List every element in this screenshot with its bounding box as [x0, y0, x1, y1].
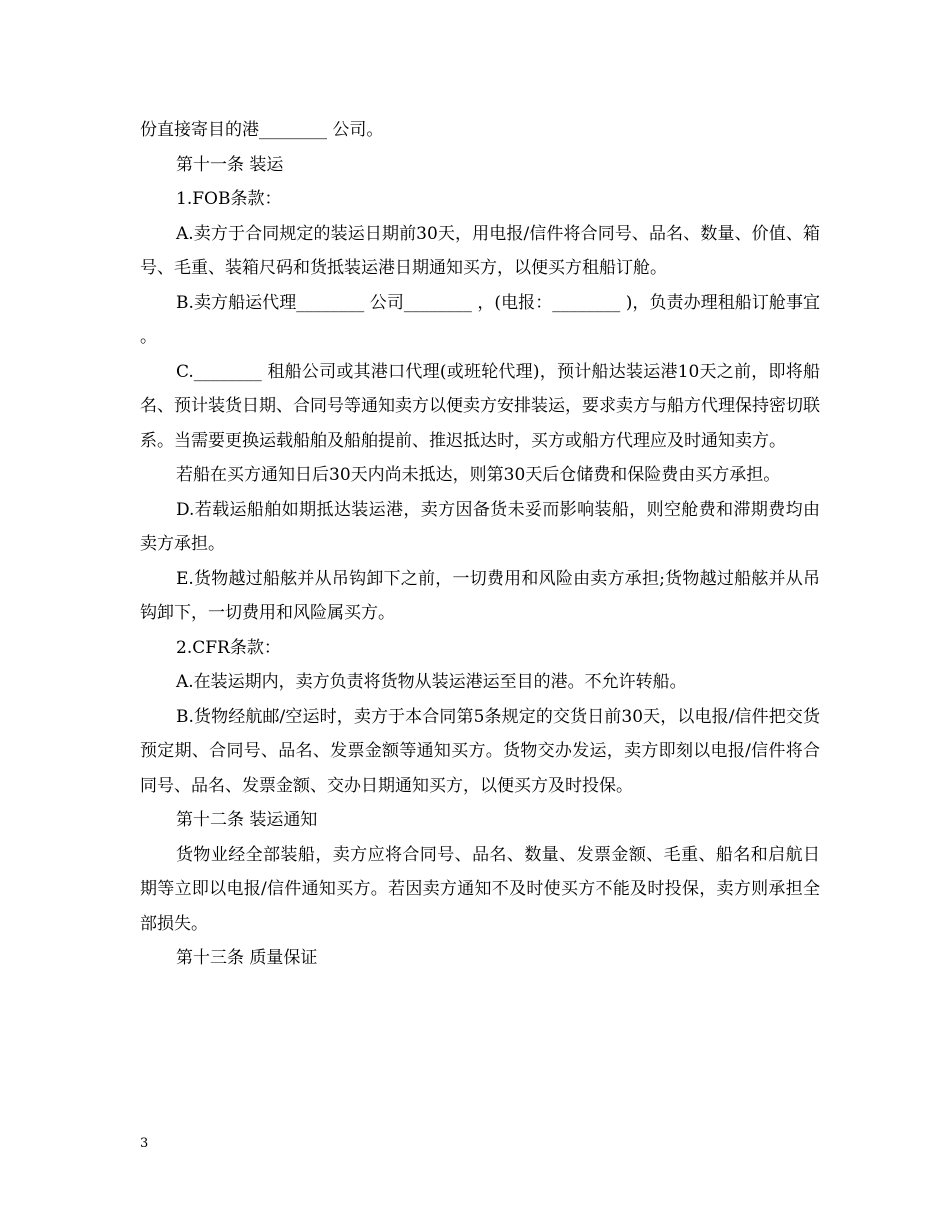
paragraph-continuation: 份直接寄目的港________ 公司。: [140, 120, 384, 140]
page-number: 3: [140, 1136, 149, 1151]
cfr-clause-a: A.在装运期内，卖方负责将货物从装运港运至目的港。不允许转船。: [176, 672, 687, 692]
article-12-body: 货物业经全部装船，卖方应将合同号、品名、数量、发票金额、毛重、船名和启航日期等立即以电报/信件通知买方。若因卖方通知不及时使买方不能及时投保，卖方则承担全部损失。: [140, 844, 820, 934]
article-11-heading: 第十一条 装运: [176, 154, 284, 175]
cfr-clause-heading: 2.CFR条款：: [176, 637, 281, 658]
fob-clause-b: B.卖方船运代理________ 公司________ ，(电报：________ )，负责办理租船订舱事宜。: [140, 292, 820, 347]
cfr-clause-b: B.货物经航邮/空运时，卖方于本合同第5条规定的交货日前30天，以电报/信件把交货预定期、合同号、品名、发票金额等通知买方。货物交办发运，卖方即刻以电报/信件将合同号、品名、发票金额、交办日期通知买方，以便买方及时投保。: [140, 706, 820, 796]
fob-clause-a: A.卖方于合同规定的装运日期前30天，用电报/信件将合同号、品名、数量、价值、箱号、毛重、装箱尺码和货抵装运港日期通知买方，以便买方租船订舱。: [140, 223, 820, 278]
fob-clause-c: C.________ 租船公司或其港口代理(或班轮代理)，预计船达装运港10天之前，即将船名、预计装货日期、合同号等通知卖方以便卖方安排装运，要求卖方与船方代理保持密切联系。当需要更换运载船舶及船舶提前、推迟抵达时，买方或船方代理应及时通知卖方。: [140, 361, 820, 451]
fob-clause-d: D.若载运船舶如期抵达装运港，卖方因备货未妥而影响装船，则空舱费和滞期费均由卖方承担。: [140, 499, 820, 554]
article-12-heading: 第十二条 装运通知: [176, 810, 318, 830]
article-13-heading: 第十三条 质量保证: [176, 948, 318, 968]
fob-clause-e: E.货物越过船舷并从吊钩卸下之前，一切费用和风险由卖方承担;货物越过船舷并从吊钩卸下，一切费用和风险属买方。: [140, 568, 820, 623]
fob-clause-c-note: 若船在买方通知日后30天内尚未抵达，则第30天后仓储费和保险费由买方承担。: [176, 465, 781, 485]
document-body: [140, 113, 820, 976]
fob-clause-heading: 1.FOB条款：: [176, 189, 282, 209]
